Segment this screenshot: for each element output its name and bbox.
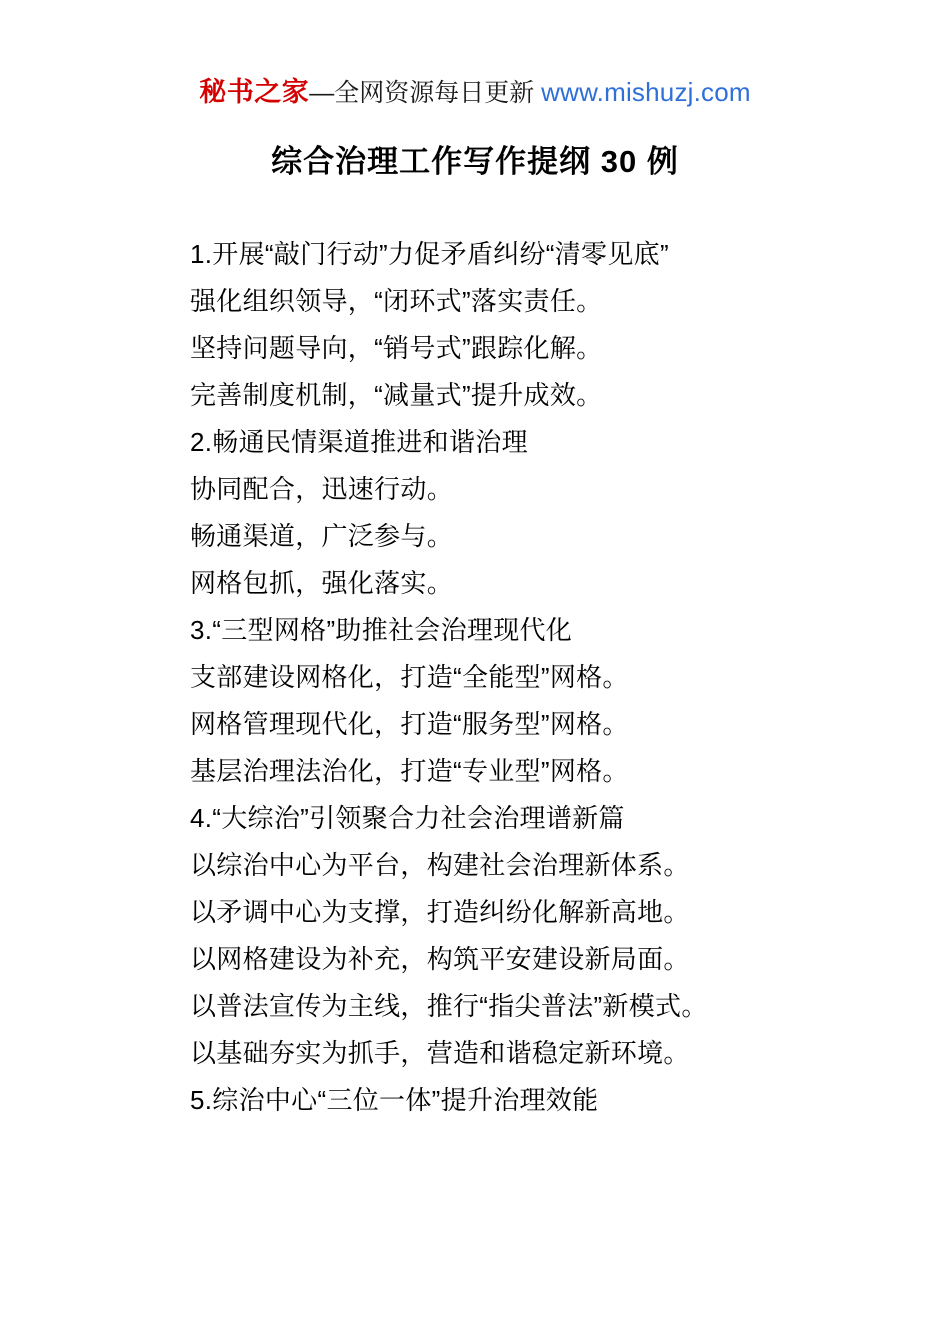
outline-line: 以基础夯实为抓手，营造和谐稳定新环境。 bbox=[190, 1037, 690, 1068]
outline-line: 畅通渠道，广泛参与。 bbox=[190, 520, 454, 551]
outline-line: 以矛调中心为支撑，打造纠纷化解新高地。 bbox=[190, 896, 690, 927]
outline-line: 支部建设网格化，打造“全能型”网格。 bbox=[190, 661, 629, 692]
watermark-brand: 秘书之家 bbox=[199, 77, 310, 107]
outline-line: 坚持问题导向，“销号式”跟踪化解。 bbox=[190, 332, 603, 363]
outline-line: 3.“三型网格”助推社会治理现代化 bbox=[190, 614, 573, 645]
outline-line: 协同配合，迅速行动。 bbox=[190, 473, 454, 504]
outline-line: 以普法宣传为主线，推行“指尖普法”新模式。 bbox=[190, 990, 708, 1021]
outline-line: 基层治理法治化，打造“专业型”网格。 bbox=[190, 755, 629, 786]
outline-line: 以网格建设为补充，构筑平安建设新局面。 bbox=[190, 943, 690, 974]
watermark-url[interactable]: www.mishuzj.com bbox=[541, 77, 751, 107]
outline-line: 强化组织领导，“闭环式”落实责任。 bbox=[190, 285, 603, 316]
outline-line: 完善制度机制，“减量式”提升成效。 bbox=[190, 379, 603, 410]
watermark-header bbox=[150, 0, 800, 108]
watermark-middle-text: —全网资源每日更新 bbox=[309, 79, 542, 107]
outline-line: 2.畅通民情渠道推进和谐治理 bbox=[190, 426, 528, 457]
outline-line: 网格管理现代化，打造“服务型”网格。 bbox=[190, 708, 629, 739]
outline-line: 4.“大综治”引领聚合力社会治理谱新篇 bbox=[190, 802, 625, 833]
outline-line: 1.开展“敲门行动”力促矛盾纠纷“清零见底” bbox=[190, 238, 669, 269]
document-body bbox=[150, 231, 800, 1124]
page-title: 综合治理工作写作提纲 30 例 bbox=[271, 143, 679, 179]
outline-line: 5.综治中心“三位一体”提升治理效能 bbox=[190, 1084, 599, 1115]
outline-line: 网格包抓，强化落实。 bbox=[190, 567, 454, 598]
outline-line: 以综治中心为平台，构建社会治理新体系。 bbox=[190, 849, 690, 880]
